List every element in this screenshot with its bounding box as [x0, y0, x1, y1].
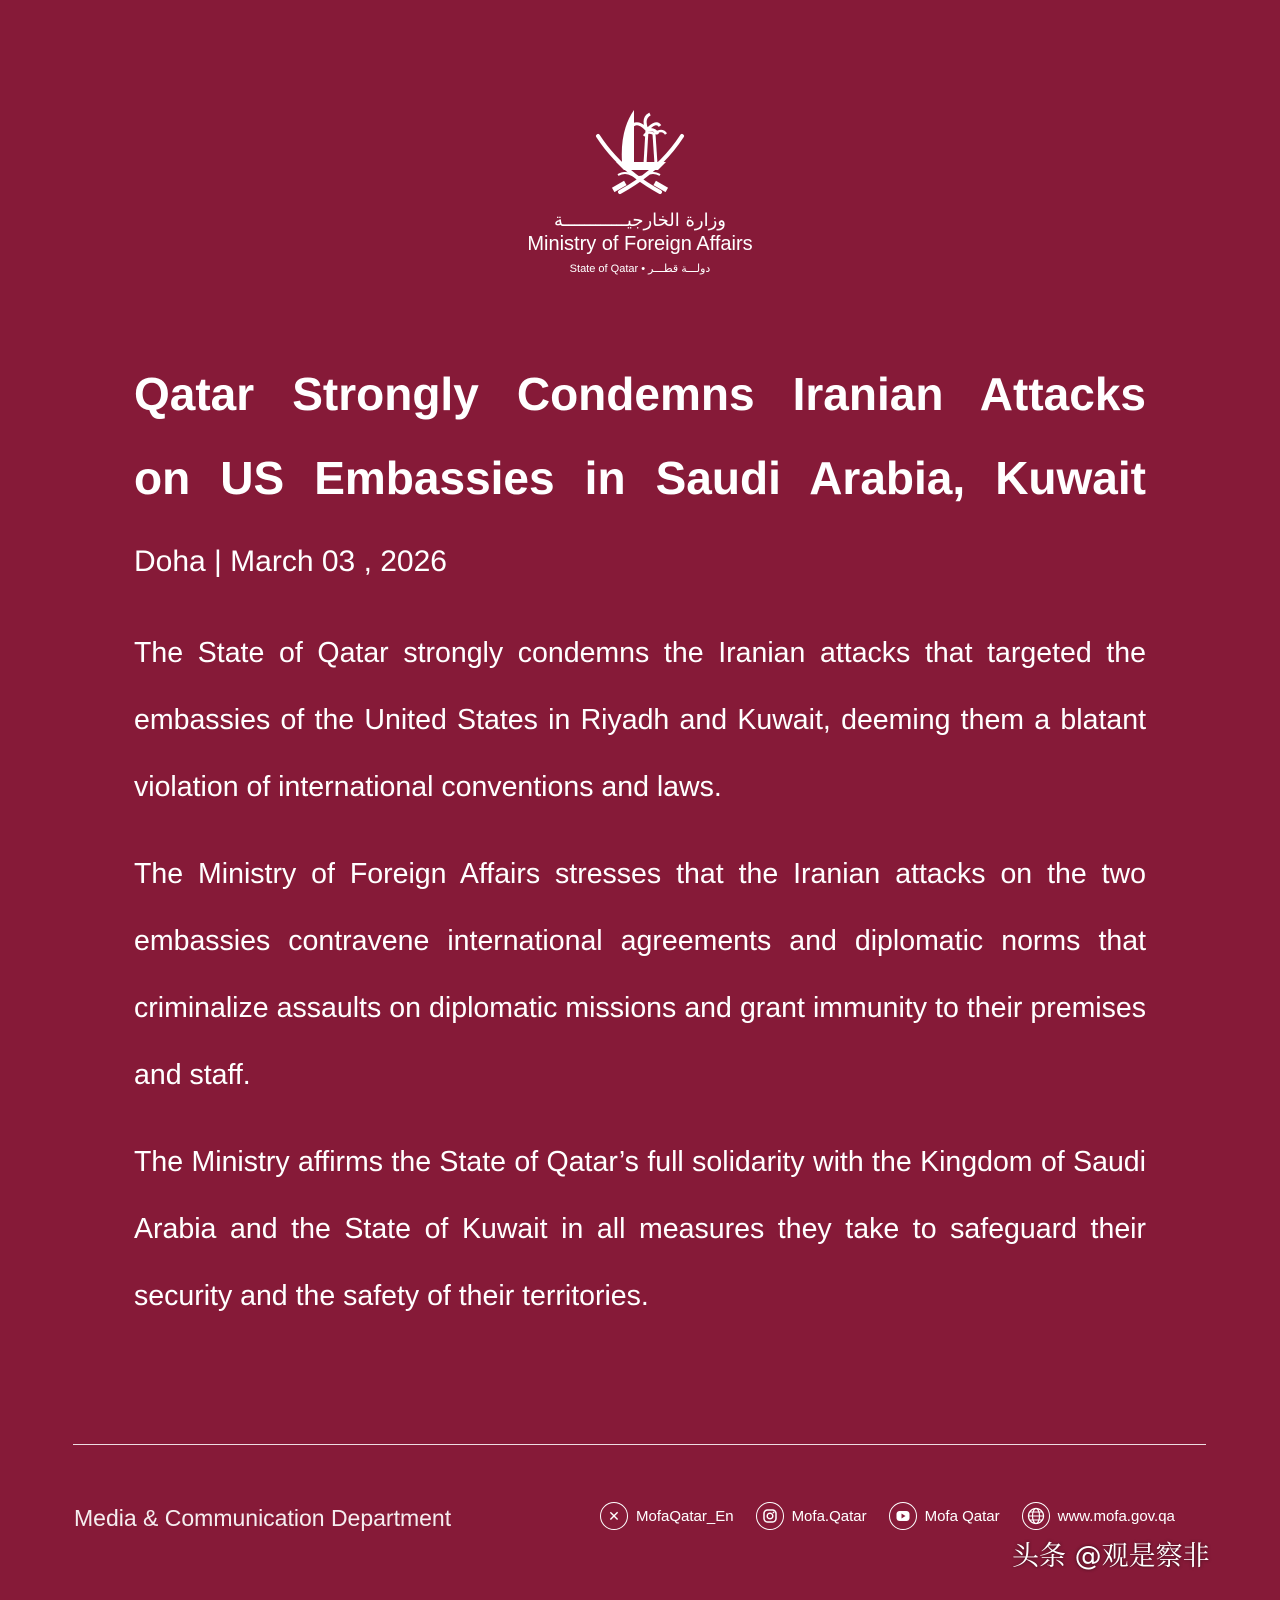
social-x-label: MofaQatar_En	[636, 1507, 734, 1525]
social-x[interactable]	[600, 1502, 734, 1530]
social-website-label: www.mofa.gov.qa	[1057, 1507, 1175, 1525]
department-name: Media & Communication Department	[74, 1505, 452, 1531]
state-of-qatar-line: State of Qatar • دولـــة قطـــر	[569, 263, 711, 275]
paragraph-3: The Ministry affirms the State of Qatar’s full solidarity with the Kingdom of Saudi Arabia and the State of Kuwait in all measures they take to safeguard their security and the safety of their territories.	[134, 1146, 1146, 1312]
ministry-arabic-name: وزارة الخارجيــــــــــــة	[553, 210, 726, 231]
social-youtube-label: Mofa Qatar	[924, 1507, 1000, 1525]
globe-icon	[1022, 1502, 1050, 1530]
social-youtube[interactable]	[889, 1502, 1000, 1530]
social-links	[600, 1502, 1175, 1530]
ministry-english-name: Ministry of Foreign Affairs	[527, 233, 753, 255]
headline-line-1: Qatar Strongly Condemns Iranian Attacks	[134, 368, 1146, 420]
social-instagram[interactable]	[756, 1502, 867, 1530]
x-icon: ✕	[600, 1502, 628, 1530]
social-instagram-label: Mofa.Qatar	[791, 1507, 867, 1525]
paragraph-1: The State of Qatar strongly condemns the Iranian attacks that targeted the embassies of the United States in Riyadh and Kuwait, deeming them a blatant violation of international conventions and laws.	[134, 637, 1146, 803]
social-website[interactable]	[1022, 1502, 1175, 1530]
paragraph-2: The Ministry of Foreign Affairs stresses that the Iranian attacks on the two embassies contravene international agreements and diplomatic norms that criminalize assaults on diplomatic missions and grant immunity to their premises and staff.	[134, 858, 1146, 1091]
youtube-icon	[889, 1502, 917, 1530]
statement-body	[134, 620, 1146, 1350]
footer-divider	[73, 1444, 1206, 1445]
dateline: Doha | March 03 , 2026	[134, 545, 447, 578]
qatar-emblem-icon	[590, 100, 690, 202]
headline	[134, 352, 1146, 520]
instagram-icon	[756, 1502, 784, 1530]
watermark: 头条 @观是察非	[1012, 1541, 1210, 1572]
headline-line-2: on US Embassies in Saudi Arabia, Kuwait	[134, 452, 1146, 504]
ministry-logo	[0, 100, 1280, 275]
